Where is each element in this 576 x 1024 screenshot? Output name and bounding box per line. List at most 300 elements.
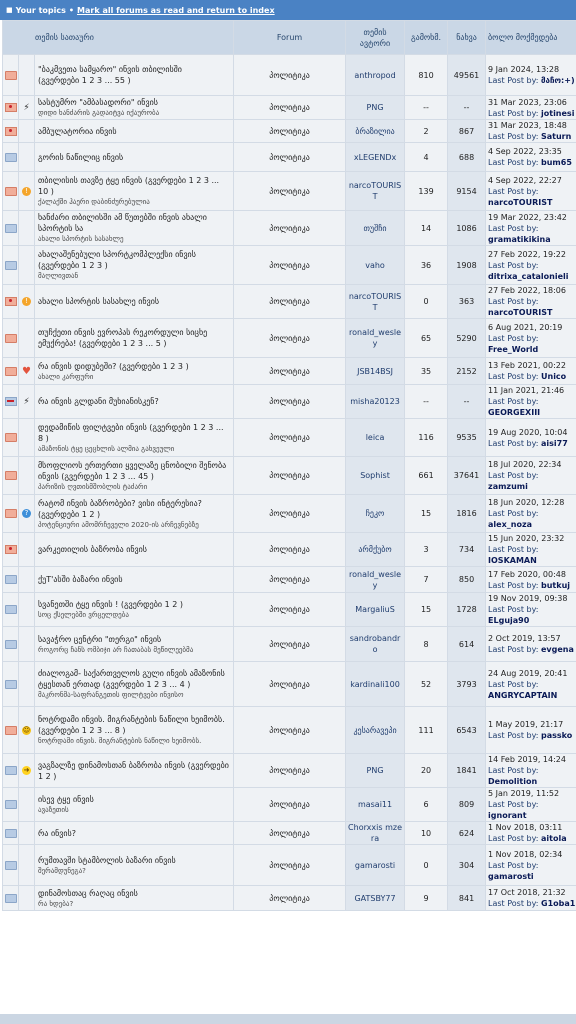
- topic-title-link[interactable]: ისევ ტყე ინვის: [38, 795, 94, 804]
- last-post-date: 31 Mar 2023, 23:06: [488, 97, 567, 107]
- topic-replies: 15: [405, 593, 447, 626]
- topic-status-cell: [3, 96, 18, 119]
- topic-views: 850: [448, 567, 485, 592]
- topic-description: ნოტრდამი ინვის. მიგრანტების ნაწილი ხეიმობს.: [38, 737, 202, 745]
- topic-views: 614: [448, 627, 485, 661]
- topic-emoticon-cell: [19, 662, 34, 706]
- last-post-user[interactable]: G1oba1: [541, 899, 576, 908]
- topic-author[interactable]: misha20123: [346, 385, 404, 418]
- last-post-user[interactable]: GEORGEXIII: [488, 408, 541, 417]
- topic-author[interactable]: ronald_wesley: [346, 567, 404, 592]
- topic-status-cell: [3, 457, 18, 494]
- topic-status-cell: [3, 707, 18, 753]
- topic-title-link[interactable]: რა ინვის?: [38, 828, 76, 838]
- last-post-label: Last Post by:: [488, 580, 539, 590]
- topic-emoticon-cell: [19, 172, 34, 210]
- last-post-label: Last Post by:: [488, 860, 539, 870]
- topic-forum[interactable]: პოლიტიკა: [234, 211, 345, 245]
- last-post-label: Last Post by:: [488, 766, 539, 775]
- last-post-user[interactable]: ELguja90: [488, 616, 530, 625]
- header-author[interactable]: თემის ავტორი: [346, 21, 404, 54]
- last-post-date: 19 Mar 2022, 23:42: [488, 212, 567, 222]
- mark-all-read-link[interactable]: Mark all forums as read and return to index: [77, 5, 275, 15]
- table-row: [3, 627, 576, 661]
- topic-author[interactable]: JSB14BSJ: [346, 358, 404, 384]
- topic-forum[interactable]: პოლიტიკა: [234, 822, 345, 844]
- topic-title-cell: [35, 533, 233, 566]
- topic-views: 841: [448, 886, 485, 910]
- topic-replies: 10: [405, 822, 447, 844]
- last-post-user[interactable]: zamzumi: [488, 482, 528, 491]
- last-post-date: 17 Feb 2020, 00:48: [488, 569, 566, 579]
- topic-title-link[interactable]: ნოტრდამი ინვის. მიგრანტების ნაწილი ხეიმობს. (გვერდები 1 2 3 ... 8 ): [38, 715, 225, 735]
- topic-status-cell: [3, 788, 18, 821]
- topic-emoticon-cell: [19, 419, 34, 456]
- last-post-label: Last Post by:: [488, 223, 539, 233]
- topic-title-link[interactable]: რატომ ინვის ბაზრობები? ვისი ინტერესია? (გვერდები 1 2 ): [38, 498, 202, 519]
- topic-author[interactable]: PNG: [346, 754, 404, 787]
- topic-emoticon-cell: [19, 754, 34, 787]
- topic-description: შერამდუნეგა?: [38, 866, 86, 875]
- topic-title-link[interactable]: რა ინვის დიდუბეში? (გვერდები 1 2 3 ): [38, 361, 189, 371]
- topic-last-post: [486, 120, 576, 142]
- topic-forum[interactable]: პოლიტიკა: [234, 385, 345, 418]
- topic-title-cell: [35, 822, 233, 844]
- topic-author[interactable]: anthropod: [346, 55, 404, 95]
- topic-replies: 15: [405, 495, 447, 532]
- last-post-label: Last Post by:: [488, 899, 539, 908]
- topic-emoticon-cell: [19, 788, 34, 821]
- topic-views: --: [448, 96, 485, 119]
- topic-author[interactable]: kardinali100: [346, 662, 404, 706]
- topic-title-cell: [35, 495, 233, 532]
- topic-replies: 20: [405, 754, 447, 787]
- topic-emoticon-cell: [19, 211, 34, 245]
- topic-author[interactable]: leica: [346, 419, 404, 456]
- topic-replies: 111: [405, 707, 447, 753]
- lightning-icon: ⚡: [23, 102, 30, 113]
- topic-forum[interactable]: პოლიტიკა: [234, 457, 345, 494]
- last-post-date: 1 Nov 2018, 03:11: [488, 823, 563, 832]
- question-icon: ?: [22, 509, 31, 518]
- topic-views: 688: [448, 143, 485, 171]
- header-last-action[interactable]: ბოლო მოქმედება: [486, 21, 576, 54]
- topic-views: 2152: [448, 358, 485, 384]
- hot-topic-envelope-icon: [5, 433, 17, 442]
- topic-views: 809: [448, 788, 485, 821]
- topic-forum[interactable]: პოლიტიკა: [234, 754, 345, 787]
- last-post-label: Last Post by:: [488, 834, 539, 843]
- last-post-date: 4 Sep 2022, 22:27: [488, 175, 562, 185]
- topic-forum[interactable]: პოლიტიკა: [234, 627, 345, 661]
- topic-title-cell: [35, 707, 233, 753]
- topic-author[interactable]: GATSBY77: [346, 886, 404, 910]
- topic-envelope-icon: [5, 680, 17, 689]
- topic-envelope-icon: [5, 861, 17, 870]
- bottom-edge: [0, 1014, 576, 1024]
- last-post-user[interactable]: IOSKAMAN: [488, 556, 537, 565]
- topic-last-post: [486, 627, 576, 661]
- last-post-user[interactable]: butkuj: [541, 580, 571, 590]
- topic-title-cell: [35, 627, 233, 661]
- topic-title-link[interactable]: დინამოსთაც რაღაც ინვის: [38, 888, 138, 898]
- topic-envelope-icon: [5, 829, 17, 838]
- table-row: [3, 822, 576, 844]
- topic-last-post: [486, 419, 576, 456]
- topic-status-cell: [3, 172, 18, 210]
- topic-forum[interactable]: პოლიტიკა: [234, 358, 345, 384]
- last-post-date: 6 Aug 2021, 20:19: [488, 322, 563, 332]
- topic-title-cell: [35, 358, 233, 384]
- topic-views: 1086: [448, 211, 485, 245]
- topic-emoticon-cell: [19, 593, 34, 626]
- topic-description: ამაზონის ტყე ცეცხლის ალმია გახვეული: [38, 444, 175, 453]
- last-post-label: Last Post by:: [488, 731, 539, 740]
- topic-forum[interactable]: პოლიტიკა: [234, 143, 345, 171]
- topic-author[interactable]: xLEGENDx: [346, 143, 404, 171]
- topics-table: [2, 20, 576, 911]
- topic-forum[interactable]: პოლიტიკა: [234, 285, 345, 318]
- last-post-label: Last Post by:: [488, 397, 539, 406]
- last-post-label: Last Post by:: [488, 545, 539, 554]
- topic-emoticon-cell: [19, 822, 34, 844]
- last-post-user[interactable]: bum65: [541, 158, 572, 167]
- topic-emoticon-cell: [19, 627, 34, 661]
- topic-envelope-icon: [5, 224, 17, 233]
- topic-last-post: [486, 358, 576, 384]
- topic-title-link[interactable]: რა ინვის გლდანი მუხიანისკენ?: [38, 397, 159, 406]
- table-row: [3, 246, 576, 284]
- last-post-label: Last Post by:: [488, 333, 539, 343]
- topic-author[interactable]: vaho: [346, 246, 404, 284]
- topic-status-cell: [3, 662, 18, 706]
- last-post-user[interactable]: aisi77: [541, 438, 568, 448]
- topic-views: 6543: [448, 707, 485, 753]
- topic-emoticon-cell: [19, 55, 34, 95]
- hot-topic-envelope-icon: [5, 471, 17, 480]
- topic-author[interactable]: gamarosti: [346, 845, 404, 885]
- topic-title-cell: [35, 419, 233, 456]
- last-post-date: 15 Jun 2020, 23:32: [488, 534, 565, 543]
- last-post-label: Last Post by:: [488, 186, 539, 196]
- topic-emoticon-cell: [19, 143, 34, 171]
- table-row: [3, 845, 576, 885]
- lightning-icon: ⚡: [23, 396, 30, 407]
- topic-replies: 116: [405, 419, 447, 456]
- topic-author[interactable]: PNG: [346, 96, 404, 119]
- last-post-date: 18 Jul 2020, 22:34: [488, 460, 562, 469]
- last-post-user[interactable]: gramatikikina: [488, 234, 551, 244]
- table-row: [3, 707, 576, 753]
- topic-pages[interactable]: (გვერდები 1 2 3 ... 55 ): [38, 76, 131, 85]
- last-post-date: 9 Jan 2024, 13:28: [488, 65, 560, 74]
- last-post-label: Last Post by:: [488, 471, 539, 480]
- header-title[interactable]: თემის სათაური: [3, 21, 233, 54]
- last-post-date: 5 Jan 2019, 11:52: [488, 789, 560, 798]
- topic-description: რა ხდება?: [38, 899, 74, 908]
- topic-emoticon-cell: [19, 886, 34, 910]
- topic-envelope-icon: [5, 894, 17, 903]
- topic-last-post: [486, 707, 576, 753]
- topic-title-cell: [35, 211, 233, 245]
- header-replies[interactable]: გამოხმ.: [405, 21, 447, 54]
- topic-title-link[interactable]: ძიალოგამ- საქართველოს გული ინვის ამაზონის ტყესთან ერთად (გვერდები 1 2 3 ... 4 ): [38, 669, 225, 689]
- topic-last-post: [486, 822, 576, 844]
- topic-title-link[interactable]: თუჩქეთი ინვის ევროპას რეკორდული სიცხე ემუქრება! (გვერდები 1 2 3 ... 5 ): [38, 328, 208, 348]
- header-views[interactable]: ნახვა: [448, 21, 485, 54]
- topic-status-cell: [3, 533, 18, 566]
- topic-last-post: [486, 285, 576, 318]
- last-post-label: Last Post by:: [488, 76, 539, 85]
- topic-forum[interactable]: პოლიტიკა: [234, 845, 345, 885]
- topic-description: ქალაქში ჰაერი დაბინძურებულია: [38, 198, 150, 206]
- topic-title-cell: [35, 285, 233, 318]
- heart-icon: ♥: [22, 365, 31, 377]
- topic-title-cell: [35, 754, 233, 787]
- topic-author[interactable]: არმქუბო: [346, 533, 404, 566]
- last-post-user[interactable]: narcoTOURIST: [488, 308, 553, 317]
- topic-description: სოც ქსელებში ვრცელდება: [38, 611, 129, 619]
- topic-author[interactable]: ronald_wesley: [346, 319, 404, 357]
- topic-title-cell: [35, 788, 233, 821]
- topic-title-cell: [35, 143, 233, 171]
- topic-forum[interactable]: პოლიტიკა: [234, 886, 345, 910]
- topic-author[interactable]: Chorxxis mzera: [346, 822, 404, 844]
- topic-status-cell: [3, 593, 18, 626]
- topic-status-cell: [3, 120, 18, 142]
- topic-last-post: [486, 886, 576, 910]
- topic-forum[interactable]: პოლიტიკა: [234, 567, 345, 592]
- table-row: [3, 143, 576, 171]
- topic-status-cell: [3, 495, 18, 532]
- last-post-date: 13 Feb 2021, 00:22: [488, 361, 566, 370]
- topic-replies: --: [405, 96, 447, 119]
- hot-topic-envelope-icon: [5, 509, 17, 518]
- topic-envelope-icon: [5, 766, 17, 775]
- topic-views: 624: [448, 822, 485, 844]
- topic-views: 37641: [448, 457, 485, 494]
- last-post-date: 1 Nov 2018, 02:34: [488, 849, 563, 859]
- topic-forum[interactable]: პოლიტიკა: [234, 246, 345, 284]
- topic-replies: 14: [405, 211, 447, 245]
- last-post-user[interactable]: Demolition: [488, 777, 538, 786]
- topic-last-post: [486, 495, 576, 532]
- last-post-date: 31 Mar 2023, 18:48: [488, 121, 567, 130]
- topic-title-link[interactable]: ქუT'ასში ბაზარი ინვის: [38, 575, 123, 584]
- topic-title-link[interactable]: თბილისის თავზე ტყე ინვის (გვერდები 1 2 3 ... 10 ): [38, 176, 220, 196]
- topic-envelope-icon: [5, 605, 17, 614]
- last-post-date: 4 Sep 2022, 23:35: [488, 147, 562, 156]
- topic-last-post: [486, 143, 576, 171]
- topic-description: პარიზის ღვთისმშობლის ტაძარი: [38, 482, 148, 491]
- topic-author[interactable]: narcoTOURIST: [346, 172, 404, 210]
- last-post-user[interactable]: passko: [541, 731, 573, 740]
- topics-header-bar: [0, 0, 576, 20]
- topic-views: 1816: [448, 495, 485, 532]
- topic-forum[interactable]: პოლიტიკა: [234, 593, 345, 626]
- topic-status-cell: [3, 845, 18, 885]
- topic-forum[interactable]: პოლიტიკა: [234, 96, 345, 119]
- topic-emoticon-cell: [19, 319, 34, 357]
- topic-replies: 9: [405, 886, 447, 910]
- warning-icon: !: [22, 187, 31, 196]
- topic-title-cell: [35, 593, 233, 626]
- table-row: [3, 96, 576, 119]
- topic-author[interactable]: narcoTOURIST: [346, 285, 404, 318]
- table-row: [3, 593, 576, 626]
- table-row: [3, 319, 576, 357]
- last-post-user[interactable]: Saturn: [541, 132, 572, 141]
- topic-forum[interactable]: პოლიტიკა: [234, 419, 345, 456]
- separator: •: [68, 5, 75, 15]
- topic-title-link[interactable]: დედამიწის ფილტვები ინვის (გვერდები 1 2 3 ... 8 ): [38, 422, 224, 443]
- topic-replies: 35: [405, 358, 447, 384]
- topic-envelope-icon: [5, 261, 17, 270]
- topic-title-link[interactable]: ვაგზალზე დინამოსთან ბაზრობა ინვის (გვერდები 1 2 ): [38, 760, 229, 781]
- last-post-user[interactable]: ignorant: [488, 811, 527, 820]
- topic-title-link[interactable]: ვარკეთილის ბაზრობა ინვის: [38, 545, 147, 554]
- topic-replies: 661: [405, 457, 447, 494]
- table-row: [3, 358, 576, 384]
- topic-description: მაღლივთან: [38, 272, 79, 280]
- topic-author[interactable]: თუშჩი: [346, 211, 404, 245]
- topic-title-cell: [35, 120, 233, 142]
- topic-status-cell: [3, 285, 18, 318]
- topic-last-post: [486, 457, 576, 494]
- topic-title-link[interactable]: რუმთავში სტამბოლის ბაზარი ინვის: [38, 855, 176, 865]
- topic-title-link[interactable]: ახალაშენებული სპორტკომპლექსი ინვის (გვერდები 1 2 3 ): [38, 250, 196, 270]
- last-post-date: 17 Oct 2018, 21:32: [488, 888, 566, 897]
- topic-views: 1841: [448, 754, 485, 787]
- topic-forum[interactable]: პოლიტიკა: [234, 788, 345, 821]
- topic-forum[interactable]: პოლიტიკა: [234, 533, 345, 566]
- topic-title-cell: [35, 172, 233, 210]
- topic-title-cell: [35, 96, 233, 119]
- topic-emoticon-cell: [19, 120, 34, 142]
- last-post-label: Last Post by:: [488, 297, 539, 306]
- topic-replies: 0: [405, 845, 447, 885]
- topic-forum[interactable]: პოლიტიკა: [234, 120, 345, 142]
- last-post-user[interactable]: narcoTOURIST: [488, 197, 553, 207]
- topic-author[interactable]: sandrobandro: [346, 627, 404, 661]
- topic-title-link[interactable]: ახალი სპორტის სასახლე ინვის: [38, 297, 160, 306]
- topic-status-cell: [3, 319, 18, 357]
- warning-icon: !: [22, 297, 31, 306]
- topic-author[interactable]: Sophist: [346, 457, 404, 494]
- topic-replies: 65: [405, 319, 447, 357]
- last-post-user[interactable]: Unico: [541, 372, 567, 381]
- topic-emoticon-cell: [19, 567, 34, 592]
- last-post-label: Last Post by:: [488, 372, 539, 381]
- topic-views: 3793: [448, 662, 485, 706]
- topic-forum[interactable]: პოლიტიკა: [234, 319, 345, 357]
- topic-status-cell: [3, 385, 18, 418]
- topic-emoticon-cell: [19, 285, 34, 318]
- locked-topic-envelope-icon: [5, 297, 17, 306]
- topic-last-post: [486, 96, 576, 119]
- topic-forum[interactable]: პოლიტიკა: [234, 662, 345, 706]
- topic-title-link[interactable]: ამბულატორია ინვის: [38, 126, 117, 136]
- topic-views: 49561: [448, 55, 485, 95]
- last-post-date: 19 Nov 2019, 09:38: [488, 594, 568, 603]
- table-row: [3, 285, 576, 318]
- last-post-user[interactable]: aitola: [541, 834, 567, 843]
- topic-title-cell: [35, 319, 233, 357]
- last-post-label: Last Post by:: [488, 158, 539, 167]
- topic-author[interactable]: კესარავეპი: [346, 707, 404, 753]
- topic-title-link[interactable]: "ბაკმვეთა სამყარო" ინვის თბილისში: [38, 65, 182, 74]
- hot-topic-envelope-icon: [5, 367, 17, 376]
- topic-status-cell: [3, 211, 18, 245]
- table-row: [3, 495, 576, 532]
- topic-title-link[interactable]: ხანძარი თბილისში ამ წუთებში ინვის ახალი სპორტის სა: [38, 213, 207, 233]
- topic-title-link[interactable]: სვანეთში ტყე ინვის ! (გვერდები 1 2 ): [38, 600, 183, 609]
- topic-views: 9535: [448, 419, 485, 456]
- topic-replies: 36: [405, 246, 447, 284]
- topic-status-cell: [3, 627, 18, 661]
- topic-title-cell: [35, 385, 233, 418]
- topic-author[interactable]: MargaliuS: [346, 593, 404, 626]
- topic-replies: 4: [405, 143, 447, 171]
- topic-last-post: [486, 754, 576, 787]
- last-post-user[interactable]: gamarosti: [488, 871, 534, 881]
- smile-icon: ☺: [22, 725, 31, 734]
- your-topics-label: Your topics: [15, 5, 66, 15]
- last-post-date: 1 May 2019, 21:17: [488, 720, 564, 729]
- topic-author[interactable]: ჩეკო: [346, 495, 404, 532]
- last-post-label: Last Post by:: [488, 108, 539, 118]
- topic-replies: 6: [405, 788, 447, 821]
- topic-forum[interactable]: პოლიტიკა: [234, 55, 345, 95]
- topic-last-post: [486, 55, 576, 95]
- topic-author[interactable]: masai11: [346, 788, 404, 821]
- hot-topic-envelope-icon: [5, 726, 17, 735]
- table-row: [3, 533, 576, 566]
- topic-forum[interactable]: პოლიტიკა: [234, 172, 345, 210]
- table-row: [3, 385, 576, 418]
- topic-title-cell: [35, 845, 233, 885]
- topic-replies: 7: [405, 567, 447, 592]
- topic-views: 1728: [448, 593, 485, 626]
- topic-forum[interactable]: პოლიტიკა: [234, 707, 345, 753]
- last-post-user[interactable]: evgena: [541, 645, 574, 654]
- topic-views: --: [448, 385, 485, 418]
- topic-description: პოტენციური ამომრჩეველი 2020-ის არჩევნებზე: [38, 520, 199, 529]
- topic-forum[interactable]: პოლიტიკა: [234, 495, 345, 532]
- topic-title-link[interactable]: მსოფლიოს ერთერთი ყველაზე ცნობილი შენობა ინვის (გვერდები 1 2 3 ... 45 ): [38, 460, 227, 481]
- topic-title-cell: [35, 55, 233, 95]
- last-post-user[interactable]: ditrixa_catalonieli: [488, 271, 569, 281]
- topic-title-cell: [35, 662, 233, 706]
- topic-author[interactable]: ბრაზილია: [346, 120, 404, 142]
- topic-views: 9154: [448, 172, 485, 210]
- last-post-user[interactable]: jotinesi: [541, 108, 575, 118]
- topic-title-link[interactable]: სავაჭრო ცენტრი "თერგი" ინვის: [38, 634, 162, 644]
- last-post-date: 19 Aug 2020, 10:04: [488, 427, 568, 437]
- last-post-user[interactable]: ANGRYCAPTAIN: [488, 690, 558, 700]
- last-post-date: 18 Jun 2020, 12:28: [488, 498, 565, 507]
- last-post-user[interactable]: მაჩო:+): [541, 76, 575, 85]
- last-post-user[interactable]: Free_World: [488, 344, 539, 354]
- topic-title-link[interactable]: გორის ნაწილიც ინვის: [38, 152, 124, 162]
- topic-title-link[interactable]: სასტუმრო "ამბასადორი" ინვის: [38, 98, 158, 107]
- topic-emoticon-cell: [19, 457, 34, 494]
- header-forum[interactable]: Forum: [234, 21, 345, 54]
- topic-views: 734: [448, 533, 485, 566]
- topic-title-cell: [35, 246, 233, 284]
- topic-description: ახალი სპორტის სასახლე: [38, 235, 124, 243]
- last-post-user[interactable]: alex_noza: [488, 520, 533, 529]
